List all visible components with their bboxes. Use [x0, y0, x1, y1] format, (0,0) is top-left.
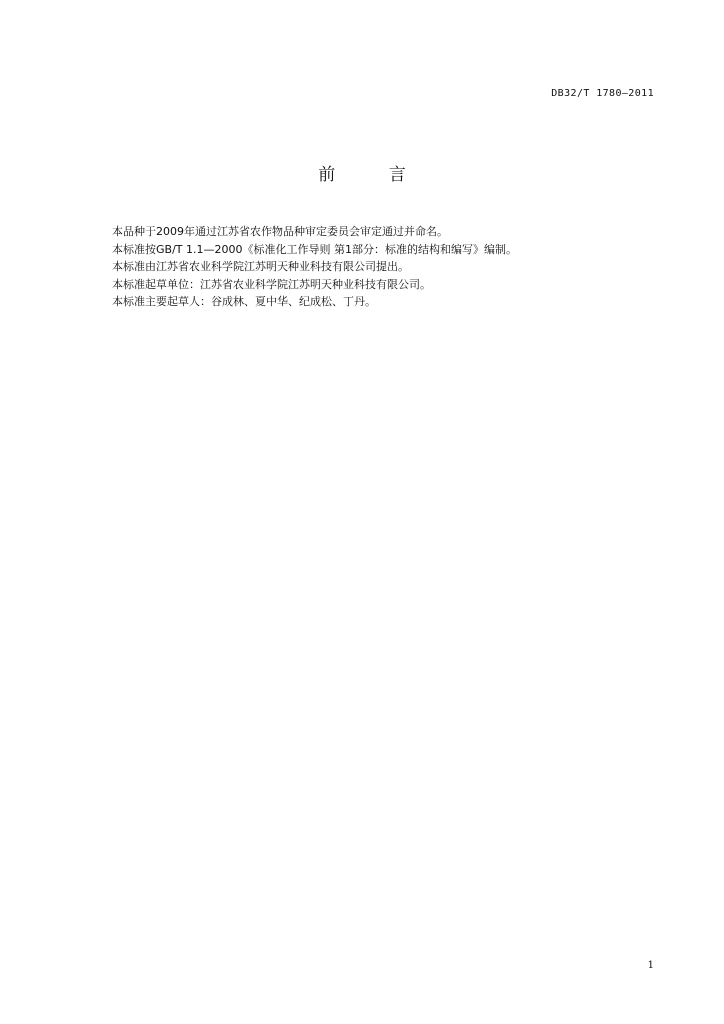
paragraph: 本标准主要起草人：谷成林、夏中华、纪成松、丁丹。 — [112, 295, 376, 308]
paragraph: 本标准由江苏省农业科学院江苏明天种业科技有限公司提出。 — [112, 260, 409, 273]
page-number: 1 — [647, 960, 654, 971]
paragraph: 本品种于2009年通过江苏省农作物品种审定委员会审定通过并命名。 — [112, 225, 448, 238]
paragraph: 本标准起草单位：江苏省农业科学院江苏明天种业科技有限公司。 — [112, 277, 431, 291]
page-title: 前 言 — [318, 165, 430, 185]
foreword-body — [112, 223, 672, 311]
paragraph: 本标准按GB/T 1.1—2000《标准化工作导则 第1部分：标准的结构和编写》编制。 — [112, 242, 517, 256]
standard-code: DB32/T 1780—2011 — [551, 88, 654, 99]
